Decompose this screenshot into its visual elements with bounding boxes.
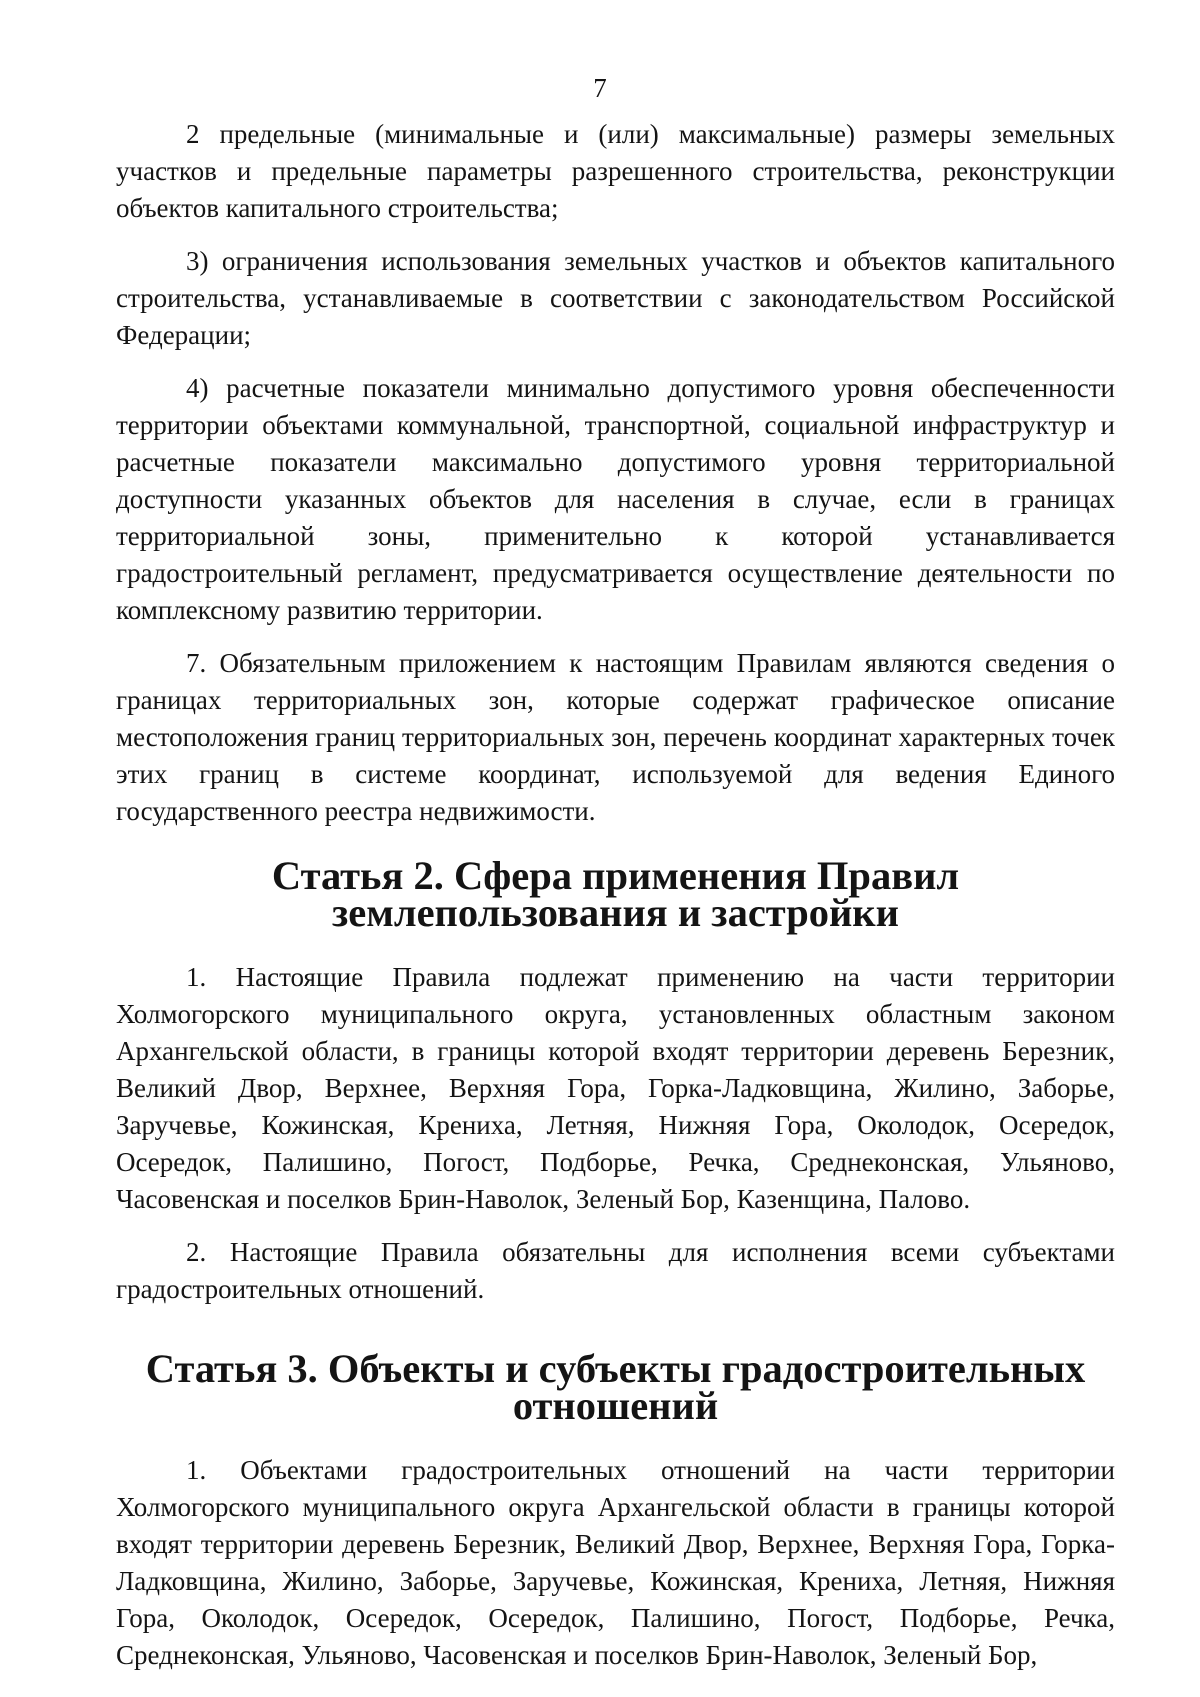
paragraph-zone-boundaries-appendix: 7. Обязательным приложением к настоящим Правилам являются сведения о границах территориальных зон, которые содержат графическое описание местоположения границ территориальных зон, перечень координат характерных точек этих границ в системе координат, используемой для ведения Единого государственного реестра недвижимости. <box>116 648 1115 826</box>
document-body <box>116 116 1115 1674</box>
paragraph-permitted-sizes: 2 предельные (минимальные и (или) максимальные) размеры земельных участков и предельные параметры разрешенного строительства, реконструкции объектов капитального строительства; <box>116 119 1115 223</box>
paragraph-calculated-indicators: 4) расчетные показатели минимально допустимого уровня обеспеченности территории объектами коммунальной, транспортной, социальной инфраструктур и расчетные показатели максимально допустимого уровня территориальной доступности указанных объектов для населения в случае, если в границах территориальной зоны, применительно к которой устанавливается градостроительный регламент, предусматривается осуществление деятельности по комплексному развитию территории. <box>116 373 1115 625</box>
article-3-heading: Статья 3. Объекты и субъекты градостроительных отношений <box>145 1346 1086 1428</box>
article-2-heading: Статья 2. Сфера применения Правил землепользования и застройки <box>271 853 960 935</box>
page-number: 7 <box>593 73 607 103</box>
paragraph-land-use-restrictions: 3) ограничения использования земельных участков и объектов капитального строительства, устанавливаемые в соответствии с законодательством Российской Федерации; <box>116 246 1115 350</box>
paragraph-rules-scope: 1. Настоящие Правила подлежат применению на части территории Холмогорского муниципального округа, установленных областным законом Архангельской области, в границы которой входят территории деревень Березник, Великий Двор, Верхнее, Верхняя Гора, Горка-Ладковщина, Жилино, Заборье, Заручевье, Кожинская, Крениха, Летняя, Нижняя Гора, Околодок, Осередок, Осередок, Палишино, Погост, Подборье, Речка, Среднеконская, Ульяново, Часовенская и поселков Брин-Наволок, Зеленый Бор, Казенщина, Палово. <box>116 962 1115 1214</box>
paragraph-rules-mandatory: 2. Настоящие Правила обязательны для исполнения всеми субъектами градостроительных отношений. <box>116 1237 1115 1304</box>
paragraph-objects-of-relations: 1. Объектами градостроительных отношений на части территории Холмогорского муниципального округа Архангельской области в границы которой входят территории деревень Березник, Великий Двор, Верхнее, Верхняя Гора, Горка-Ладковщина, Жилино, Заборье, Заручевье, Кожинская, Крениха, Летняя, Нижняя Гора, Околодок, Осередок, Осередок, Палишино, Погост, Подборье, Речка, Среднеконская, Ульяново, Часовенская и поселков Брин-Наволок, Зеленый Бор, <box>116 1455 1115 1670</box>
